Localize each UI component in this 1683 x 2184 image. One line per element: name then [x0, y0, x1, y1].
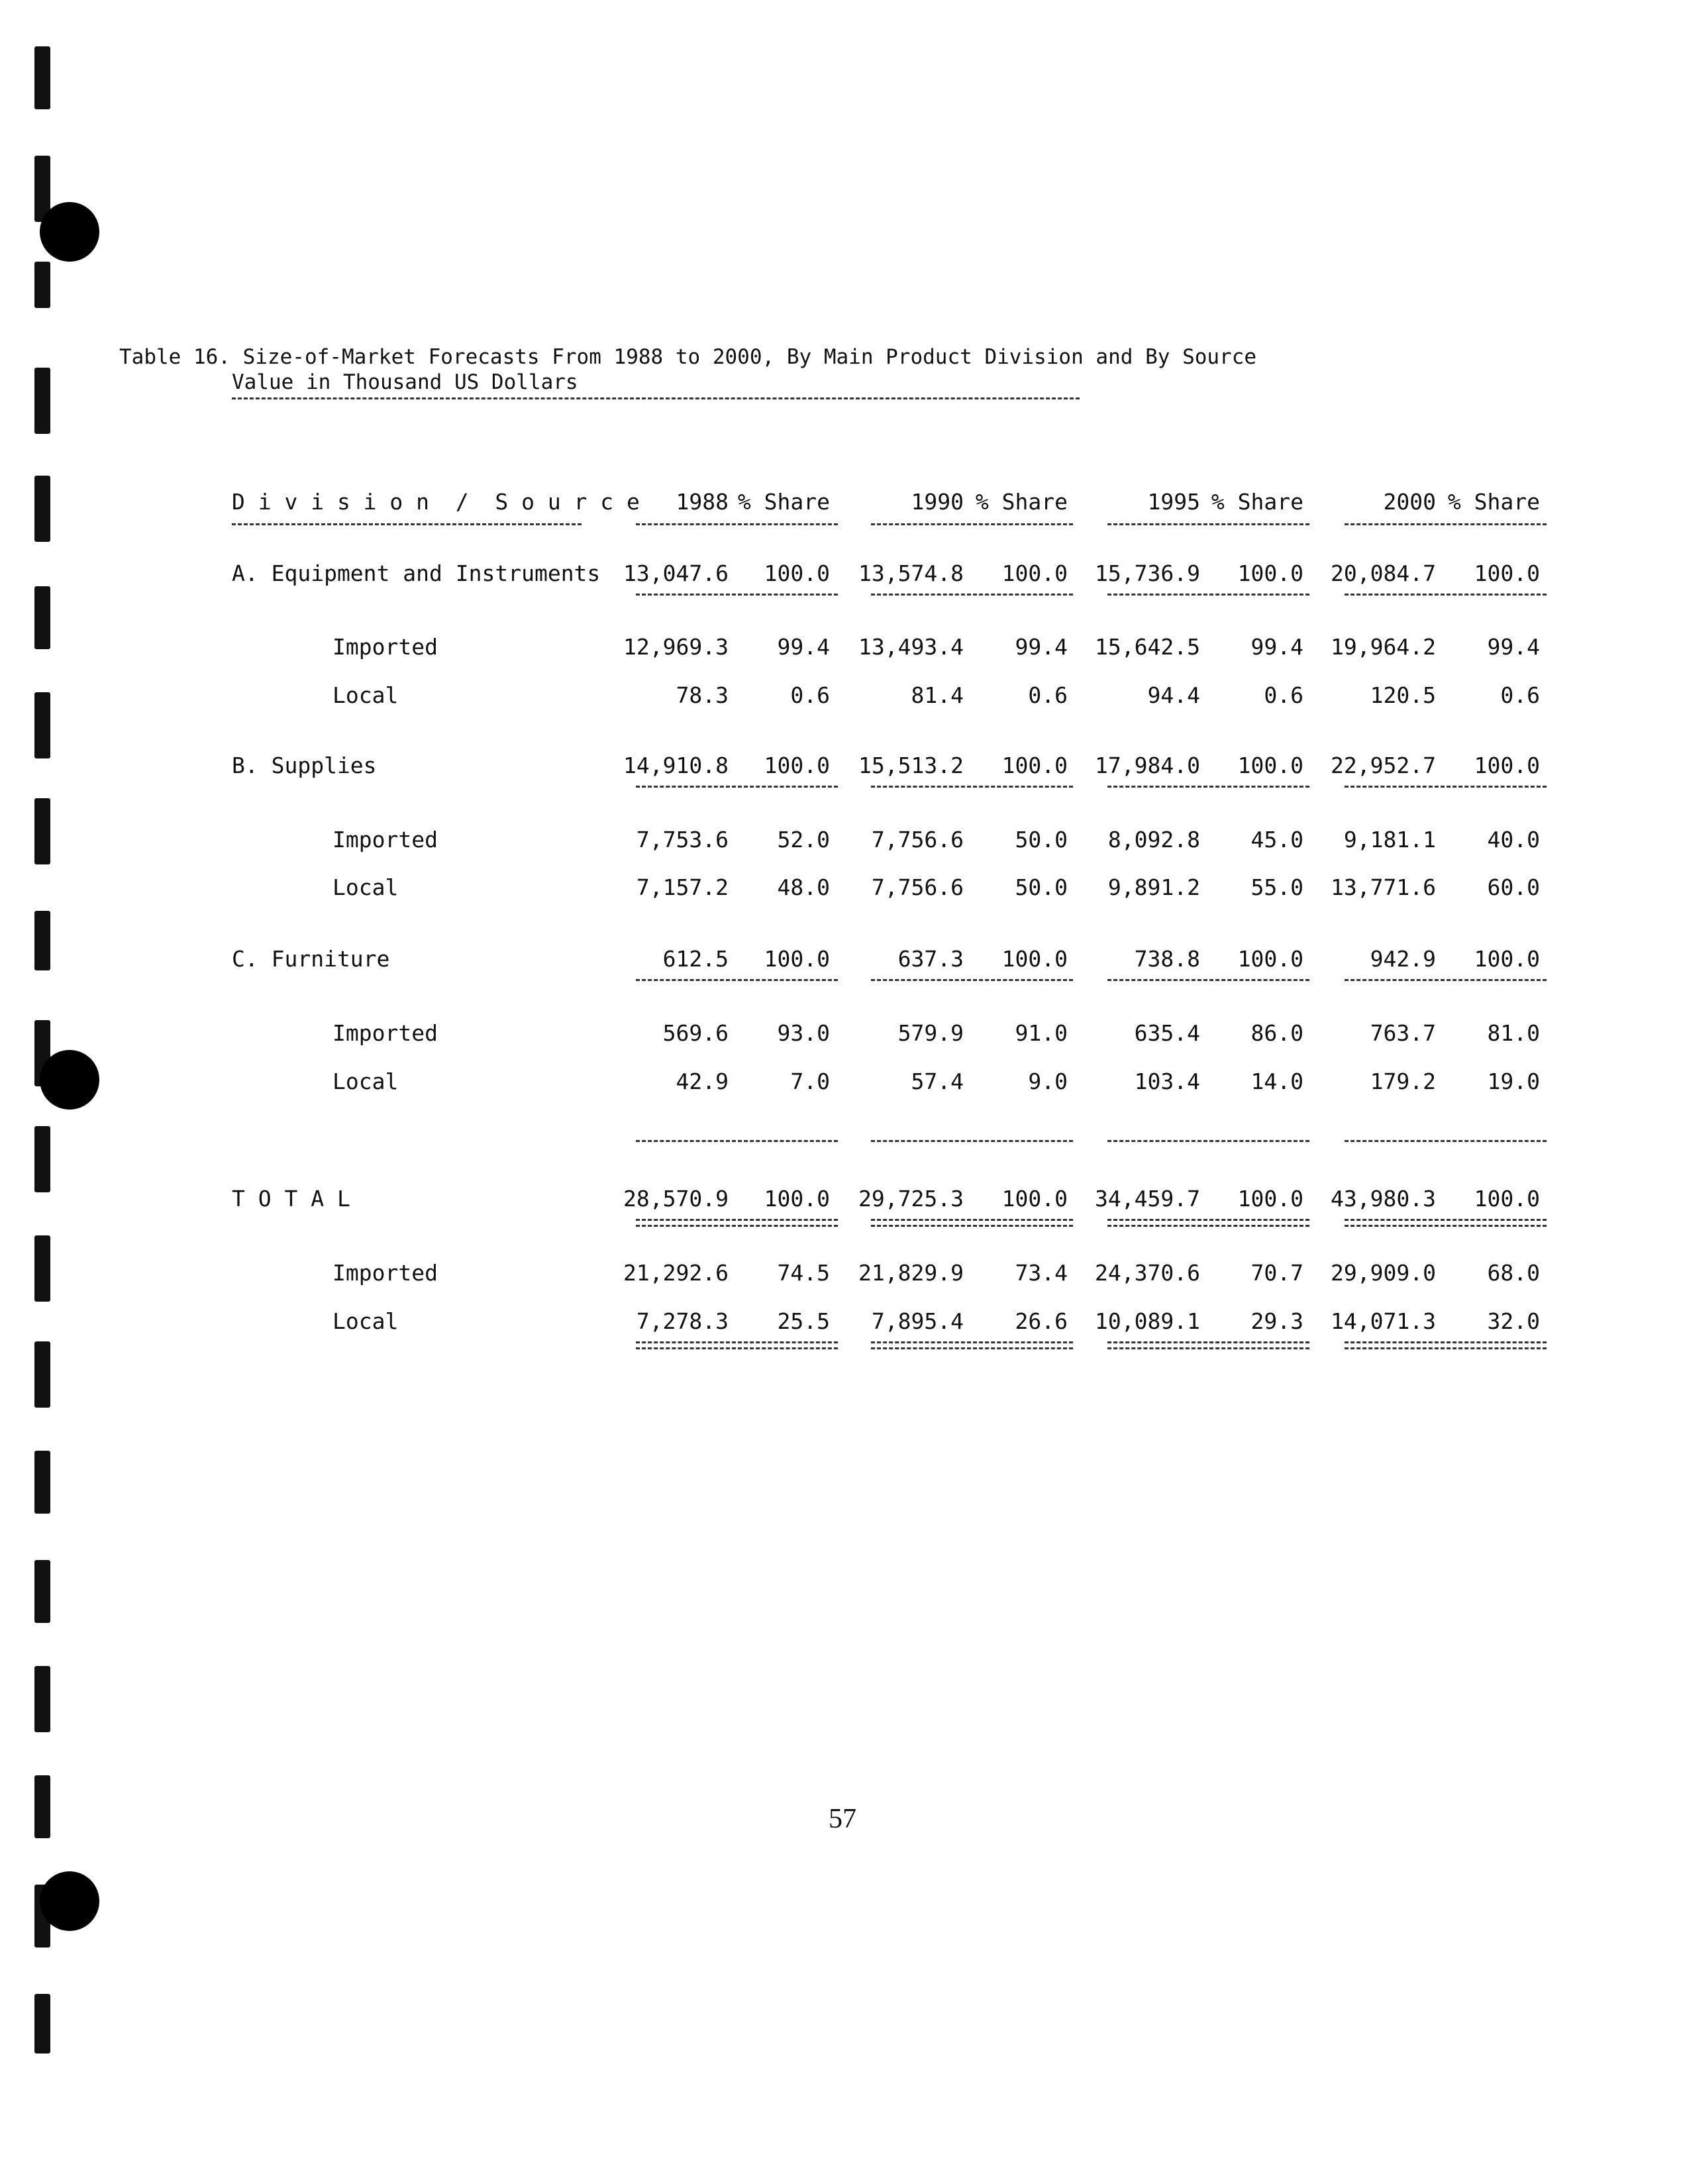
share-cell: 45.0 — [1250, 827, 1303, 853]
value-cell: 42.9 — [676, 1068, 729, 1094]
value-cell: 24,370.6 — [1095, 1260, 1200, 1286]
underline — [871, 979, 1073, 981]
value-cell: 7,895.4 — [871, 1308, 964, 1334]
share-cell: 100.0 — [1237, 560, 1303, 586]
double-underline — [636, 1219, 838, 1221]
row-label: Imported — [332, 1020, 438, 1046]
underline — [636, 786, 838, 788]
value-cell: 81.4 — [911, 682, 964, 708]
share-cell: 7.0 — [790, 1068, 830, 1094]
value-cell: 57.4 — [911, 1068, 964, 1094]
value-cell: 19,964.2 — [1331, 634, 1436, 660]
share-cell: 70.7 — [1250, 1260, 1303, 1286]
double-underline — [871, 1341, 1073, 1343]
value-cell: 17,984.0 — [1095, 753, 1200, 778]
double-underline — [871, 1219, 1073, 1221]
value-cell: 21,829.9 — [858, 1260, 964, 1286]
binder-mark — [34, 1235, 50, 1302]
share-cell: 26.6 — [1015, 1308, 1068, 1334]
header-year: 2000 — [1383, 489, 1436, 515]
binder-mark — [34, 1341, 50, 1408]
share-cell: 100.0 — [1001, 753, 1068, 778]
value-cell: 29,725.3 — [858, 1186, 964, 1212]
row-label: B. Supplies — [232, 753, 377, 778]
underline — [1107, 594, 1309, 596]
share-cell: 73.4 — [1015, 1260, 1068, 1286]
share-cell: 100.0 — [1237, 753, 1303, 778]
value-cell: 7,157.2 — [636, 874, 729, 900]
value-cell: 942.9 — [1370, 946, 1436, 972]
value-cell: 13,771.6 — [1331, 874, 1436, 900]
share-cell: 93.0 — [777, 1020, 830, 1046]
header-share: % Share — [737, 489, 830, 515]
header-year: 1995 — [1147, 489, 1200, 515]
share-cell: 74.5 — [777, 1260, 830, 1286]
value-cell: 7,756.6 — [871, 874, 964, 900]
share-cell: 29.3 — [1250, 1308, 1303, 1334]
row-label: Local — [332, 874, 399, 900]
double-underline — [1107, 1219, 1309, 1221]
caption-line1: Table 16. Size-of-Market Forecasts From 1988 to 2000, By Main Product Division and By Source — [119, 345, 1257, 369]
underline — [871, 786, 1073, 788]
value-cell: 21,292.6 — [623, 1260, 729, 1286]
header-underline — [232, 523, 582, 525]
value-cell: 94.4 — [1147, 682, 1200, 708]
row-label: C. Furniture — [232, 946, 390, 972]
share-cell: 86.0 — [1250, 1020, 1303, 1046]
share-cell: 99.4 — [1487, 634, 1540, 660]
value-cell: 12,969.3 — [623, 634, 729, 660]
share-cell: 100.0 — [1474, 753, 1540, 778]
punch-hole — [40, 1871, 99, 1931]
binder-mark — [34, 911, 50, 970]
underline — [1107, 1140, 1309, 1142]
row-label: Imported — [332, 634, 438, 660]
share-cell: 14.0 — [1250, 1068, 1303, 1094]
share-cell: 100.0 — [1237, 1186, 1303, 1212]
value-cell: 635.4 — [1134, 1020, 1200, 1046]
binder-mark — [34, 1666, 50, 1732]
header-year: 1988 — [676, 489, 729, 515]
share-cell: 0.6 — [790, 682, 830, 708]
share-cell: 81.0 — [1487, 1020, 1540, 1046]
value-cell: 8,092.8 — [1107, 827, 1200, 853]
caption-rule — [232, 397, 1080, 399]
share-cell: 25.5 — [777, 1308, 830, 1334]
table-caption — [119, 344, 1256, 395]
underline — [871, 594, 1073, 596]
share-cell: 100.0 — [1001, 560, 1068, 586]
value-cell: 120.5 — [1370, 682, 1436, 708]
underline — [1107, 786, 1309, 788]
binder-mark — [34, 1994, 50, 2054]
value-cell: 14,071.3 — [1331, 1308, 1436, 1334]
row-label: A. Equipment and Instruments — [232, 560, 601, 586]
value-cell: 22,952.7 — [1331, 753, 1436, 778]
header-year: 1990 — [911, 489, 964, 515]
value-cell: 179.2 — [1370, 1068, 1436, 1094]
value-cell: 9,181.1 — [1343, 827, 1436, 853]
underline — [636, 1140, 838, 1142]
share-cell: 100.0 — [1474, 560, 1540, 586]
caption-line2: Value in Thousand US Dollars — [232, 370, 578, 394]
underline — [1345, 979, 1547, 981]
value-cell: 10,089.1 — [1095, 1308, 1200, 1334]
value-cell: 15,736.9 — [1095, 560, 1200, 586]
header-share: % Share — [975, 489, 1068, 515]
value-cell: 13,574.8 — [858, 560, 964, 586]
value-cell: 612.5 — [662, 946, 729, 972]
value-cell: 43,980.3 — [1331, 1186, 1436, 1212]
value-cell: 579.9 — [897, 1020, 964, 1046]
share-cell: 55.0 — [1250, 874, 1303, 900]
binder-mark — [34, 1126, 50, 1192]
header-division: D i v i s i o n / S o u r c e — [232, 489, 640, 515]
share-cell: 100.0 — [1001, 946, 1068, 972]
binder-mark — [34, 46, 50, 109]
underline — [1345, 594, 1547, 596]
binder-mark — [34, 1451, 50, 1514]
share-cell: 19.0 — [1487, 1068, 1540, 1094]
underline — [636, 979, 838, 981]
underline — [871, 1140, 1073, 1142]
row-label: Local — [332, 1308, 399, 1334]
share-cell: 0.6 — [1264, 682, 1303, 708]
header-underline — [1107, 523, 1309, 525]
header-underline — [1345, 523, 1547, 525]
row-label: Local — [332, 682, 399, 708]
header-share: % Share — [1211, 489, 1303, 515]
value-cell: 637.3 — [897, 946, 964, 972]
value-cell: 763.7 — [1370, 1020, 1436, 1046]
value-cell: 9,891.2 — [1107, 874, 1200, 900]
share-cell: 99.4 — [1250, 634, 1303, 660]
share-cell: 32.0 — [1487, 1308, 1540, 1334]
value-cell: 13,493.4 — [858, 634, 964, 660]
value-cell: 13,047.6 — [623, 560, 729, 586]
share-cell: 60.0 — [1487, 874, 1540, 900]
value-cell: 29,909.0 — [1331, 1260, 1436, 1286]
value-cell: 78.3 — [676, 682, 729, 708]
share-cell: 0.6 — [1028, 682, 1068, 708]
value-cell: 14,910.8 — [623, 753, 729, 778]
share-cell: 48.0 — [777, 874, 830, 900]
value-cell: 20,084.7 — [1331, 560, 1436, 586]
share-cell: 99.4 — [1015, 634, 1068, 660]
header-underline — [871, 523, 1073, 525]
row-label: Local — [332, 1068, 399, 1094]
share-cell: 9.0 — [1028, 1068, 1068, 1094]
binder-mark — [34, 368, 50, 434]
share-cell: 52.0 — [777, 827, 830, 853]
share-cell: 100.0 — [764, 1186, 830, 1212]
header-share: % Share — [1447, 489, 1540, 515]
double-underline — [1345, 1341, 1547, 1343]
header-underline — [636, 523, 838, 525]
binder-mark — [34, 476, 50, 542]
punch-hole — [40, 1050, 99, 1110]
share-cell: 100.0 — [1474, 946, 1540, 972]
underline — [1345, 786, 1547, 788]
share-cell: 40.0 — [1487, 827, 1540, 853]
value-cell: 738.8 — [1134, 946, 1200, 972]
binder-mark — [34, 692, 50, 758]
share-cell: 100.0 — [764, 946, 830, 972]
underline — [1107, 979, 1309, 981]
value-cell: 103.4 — [1134, 1068, 1200, 1094]
row-label: T O T A L — [232, 1186, 350, 1212]
value-cell: 569.6 — [662, 1020, 729, 1046]
binder-mark — [34, 262, 50, 308]
share-cell: 50.0 — [1015, 827, 1068, 853]
value-cell: 15,513.2 — [858, 753, 964, 778]
punch-hole — [40, 202, 99, 262]
binder-mark — [34, 1560, 50, 1623]
share-cell: 100.0 — [1001, 1186, 1068, 1212]
share-cell: 99.4 — [777, 634, 830, 660]
page-number: 57 — [829, 1804, 856, 1834]
underline — [636, 594, 838, 596]
share-cell: 100.0 — [1474, 1186, 1540, 1212]
value-cell: 28,570.9 — [623, 1186, 729, 1212]
share-cell: 91.0 — [1015, 1020, 1068, 1046]
double-underline — [1345, 1219, 1547, 1221]
share-cell: 100.0 — [1237, 946, 1303, 972]
underline — [1345, 1140, 1547, 1142]
value-cell: 7,753.6 — [636, 827, 729, 853]
row-label: Imported — [332, 1260, 438, 1286]
binder-mark — [34, 1775, 50, 1838]
value-cell: 15,642.5 — [1095, 634, 1200, 660]
share-cell: 68.0 — [1487, 1260, 1540, 1286]
share-cell: 100.0 — [764, 753, 830, 778]
value-cell: 7,278.3 — [636, 1308, 729, 1334]
value-cell: 7,756.6 — [871, 827, 964, 853]
binder-mark — [34, 798, 50, 864]
share-cell: 100.0 — [764, 560, 830, 586]
double-underline — [1107, 1341, 1309, 1343]
double-underline — [636, 1341, 838, 1343]
row-label: Imported — [332, 827, 438, 853]
share-cell: 50.0 — [1015, 874, 1068, 900]
share-cell: 0.6 — [1500, 682, 1540, 708]
binder-mark — [34, 586, 50, 649]
value-cell: 34,459.7 — [1095, 1186, 1200, 1212]
